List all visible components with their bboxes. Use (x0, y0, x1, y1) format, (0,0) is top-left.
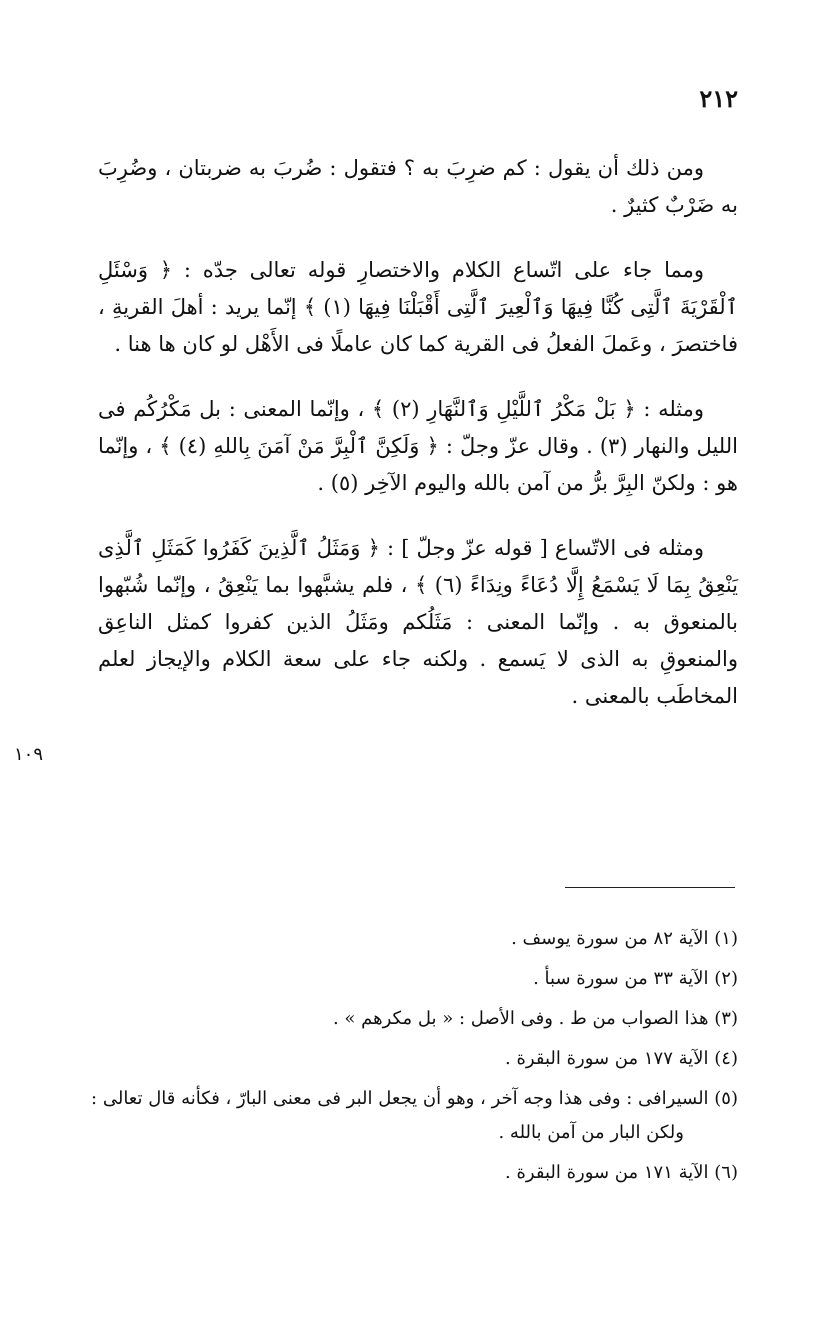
paragraph: ومن ذلك أن يقول : كم ضرِبَ به ؟ فتقول : ضُربَ به ضربتان ، وضُرِبَ به ضَرْبٌ كثيرٌ . (98, 156, 738, 217)
paragraph: ومثله فى الاتّساع [ قوله عزّ وجلّ ] : ﴿ وَمَثَلُ ٱلَّذِينَ كَفَرُوا كَمَثَلِ ٱلَّذِى يَنْعِقُ بِمَا لَا يَسْمَعُ إِلَّا دُعَاءً ونِدَاءً (٦) ﴾ ، فلم يشبَّهوا بما يَنْعِقُ ، وإنّما شُبّهوا بالمنعوق به . وإنّما المعنى : مَثَلُكم ومَثَلُ الذين كفروا كمثل الناعِق والمنعوقِ به الذى لا يَسمع . ولكنه جاء على سعة الكلام والإيجاز لعلم المخاطَب بالمعنى . (98, 536, 738, 708)
footnote: (٢) الآية ٣٣ من سورة سبأ . (533, 968, 738, 989)
footnotes (88, 922, 738, 1196)
footnote: (٥) السيرافى : وفى هذا وجه آخر ، وهو أن يجعل البر فى معنى البارّ ، فكأنه قال تعالى : ولكن البار من آمن بالله . (91, 1088, 738, 1143)
paragraph: ومما جاء على اتّساع الكلام والاختصارِ قوله تعالى جدّه : ﴿ وَسْئَلِ ٱلْقَرْيَةَ ٱلَّتِى كُنَّا فِيهَا وَٱلْعِيرَ ٱلَّتِى أَقْبَلْنَا فِيهَا (١) ﴾ إنّما يريد : أهلَ القريةِ ، فاختصرَ ، وعَملَ الفعلُ فى القرية كما كان عاملًا فى الأَهْل لو كان ها هنا . (98, 258, 738, 356)
footnote: (١) الآية ٨٢ من سورة يوسف . (511, 928, 738, 949)
footnote-separator (565, 887, 735, 888)
footnote: (٤) الآية ١٧٧ من سورة البقرة . (505, 1048, 738, 1069)
paragraph: ومثله : ﴿ بَلْ مَكْرُ ٱللَّيْلِ وَٱلنَّهَارِ (٢) ﴾ ، وإنّما المعنى : بل مَكْرُكُم فى الليل والنهار (٣) . وقال عزّ وجلّ : ﴿ وَلَكِنَّ ٱلْبِرَّ مَنْ آمَنَ بِاللهِ (٤) ﴾ ، وإنّما هو : ولكنّ البِرَّ برُّ من آمن بالله واليوم الآخِر (٥) . (98, 397, 738, 495)
footnote: (٦) الآية ١٧١ من سورة البقرة . (505, 1162, 738, 1183)
margin-page-reference: ١٠٩ (14, 744, 44, 765)
main-text (98, 150, 738, 743)
page-number: ٢١٢ (699, 84, 738, 113)
footnote: (٣) هذا الصواب من ط . وفى الأصل : « بل مكرهم » . (332, 1008, 738, 1029)
